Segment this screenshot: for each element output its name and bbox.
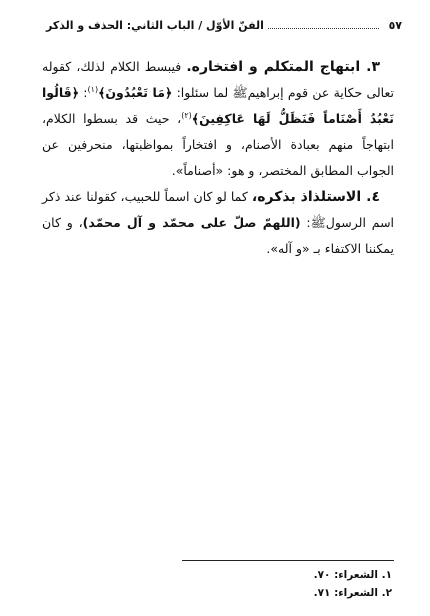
item-3-heading: ٣. ابتهاج المتكلم و افتخاره. (186, 59, 380, 75)
item-4-text-a: كما لو كان اسماً للحبيب، كقولنا عند ذكر اسم الرسول (42, 189, 395, 230)
paragraph-item-4 (42, 184, 394, 262)
paragraph-item-3 (42, 54, 394, 184)
footnote-2: ٢. الشعراء: ٧١. (313, 587, 392, 599)
header-dotted-leader (268, 28, 379, 29)
footnotes (142, 566, 392, 602)
item-3-text-b: لما سئلوا: (172, 85, 233, 100)
running-title: الفنّ الأوّل / الباب الثاني: الحذف و الذكر (46, 18, 264, 32)
item-3-text-c: : (79, 85, 88, 100)
salutation-symbol: ﷺ (310, 215, 326, 230)
item-3-text-d: ، حيث قد بسطوا الكلام، ابتهاجاً منهم بعبادة الأصنام، و افتخاراً بمواظبتها، منحرفين عن الجواب المطابق المختصر، و هو: «أصناماً». (42, 111, 394, 178)
item-3-text-a: فيبسط الكلام لذلك، كقوله تعالى حكاية عن قوم إبراهيم (42, 59, 394, 100)
footnote-ref-2[interactable]: (٢) (181, 110, 192, 120)
footnote-ref-1[interactable]: (١) (87, 84, 99, 94)
main-text (42, 54, 394, 262)
footnote-1: ١. الشعراء: ٧٠. (313, 569, 392, 581)
item-4-text-c: ، و كان يمكننا الاكتفاء بـ «و آله». (42, 215, 394, 256)
quran-quote-1: ﴿مَا تَعْبُدُونَ﴾ (98, 85, 173, 100)
footnote-separator (182, 560, 394, 561)
quran-quote-2: ﴿قَالُوا نَعْبُدُ أَصْنَاماً فَنَظَلُّ لَهَا عَاكِفِينَ﴾ (42, 85, 394, 126)
running-header (46, 16, 402, 34)
page-number: ٥٧ (388, 18, 402, 32)
item-4-text-b: : (300, 215, 311, 230)
salutation-symbol: ﷺ (232, 85, 248, 100)
item-4-heading: ٤. الاستلذاذ بذكره، (251, 189, 380, 205)
salawat-quote: (اللهمّ صلّ على محمّد و آل محمّد) (82, 215, 301, 230)
